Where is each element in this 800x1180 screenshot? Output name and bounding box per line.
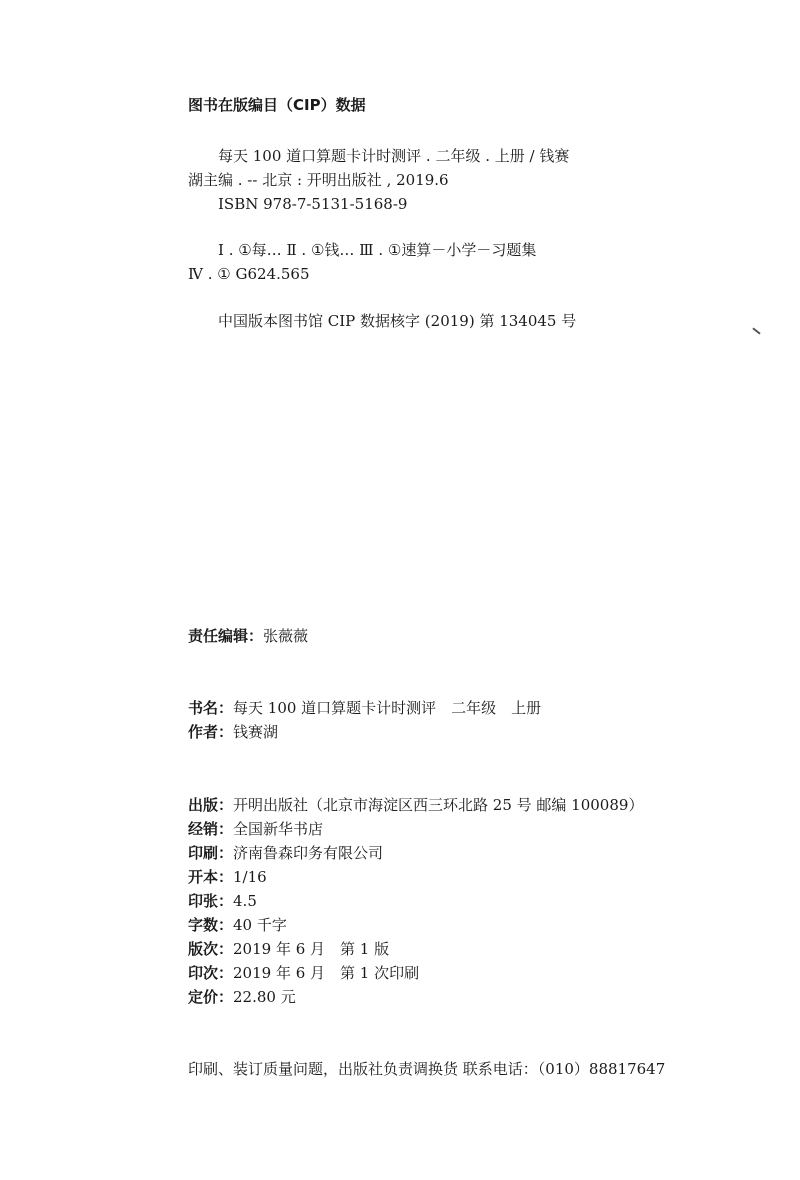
pub-value: 2019 年 6 月 第 1 次印刷 (233, 964, 420, 982)
pub-value: 全国新华书店 (233, 820, 324, 838)
pub-label: 出版： (188, 796, 234, 814)
pub-label: 开本： (188, 868, 234, 886)
pub-label: 印次： (188, 964, 234, 982)
pub-row-price (188, 987, 296, 1007)
editor-label: 责任编辑： (188, 627, 264, 645)
book-title-value: 每天 100 道口算题卡计时测评 二年级 上册 (233, 699, 542, 717)
pub-row-publisher (188, 795, 643, 815)
cip-classification-1: Ⅰ . ①每… Ⅱ . ①钱… Ⅲ . ①速算－小学－习题集 (218, 241, 537, 259)
cip-line-1: 每天 100 道口算题卡计时测评 . 二年级 . 上册 / 钱赛 (218, 147, 570, 165)
book-title-label: 书名： (188, 699, 234, 717)
book-author-label: 作者： (188, 723, 234, 741)
pub-row-printing (188, 963, 419, 983)
pub-value: 1/16 (233, 868, 267, 886)
pub-label: 字数： (188, 916, 234, 934)
cip-line-2: 湖主编 . -- 北京 : 开明出版社 , 2019.6 (188, 171, 449, 189)
pub-value: 开明出版社（北京市海淀区西三环北路 25 号 邮编 100089） (233, 796, 644, 814)
pub-label: 版次： (188, 940, 234, 958)
cip-classification-2: Ⅳ . ① G624.565 (188, 265, 310, 283)
pub-value: 40 千字 (233, 916, 287, 934)
pub-label: 印张： (188, 892, 234, 910)
pub-row-sheets (188, 891, 257, 911)
footer-notice: 印刷、装订质量问题，出版社负责调换货 联系电话：（010）88817647 (188, 1060, 666, 1078)
pub-row-format (188, 867, 267, 887)
book-title-line (188, 698, 541, 718)
cip-isbn: ISBN 978-7-5131-5168-9 (218, 195, 408, 213)
pub-row-distributor (188, 819, 323, 839)
pub-label: 定价： (188, 988, 234, 1006)
editor-value: 张薇薇 (263, 627, 309, 645)
stray-mark (752, 327, 760, 334)
book-author-value: 钱赛湖 (233, 723, 279, 741)
pub-value: 2019 年 6 月 第 1 版 (233, 940, 390, 958)
pub-row-edition (188, 939, 389, 959)
cip-heading: 图书在版编目（CIP）数据 (188, 96, 366, 114)
pub-label: 经销： (188, 820, 234, 838)
cip-record-number: 中国版本图书馆 CIP 数据核字 (2019) 第 134045 号 (218, 312, 577, 330)
book-author-line (188, 722, 278, 742)
pub-value: 济南鲁森印务有限公司 (233, 844, 384, 862)
pub-row-printer (188, 843, 383, 863)
editor-line (188, 626, 308, 646)
pub-value: 22.80 元 (233, 988, 296, 1006)
pub-label: 印刷： (188, 844, 234, 862)
pub-row-word-count (188, 915, 287, 935)
pub-value: 4.5 (233, 892, 257, 910)
